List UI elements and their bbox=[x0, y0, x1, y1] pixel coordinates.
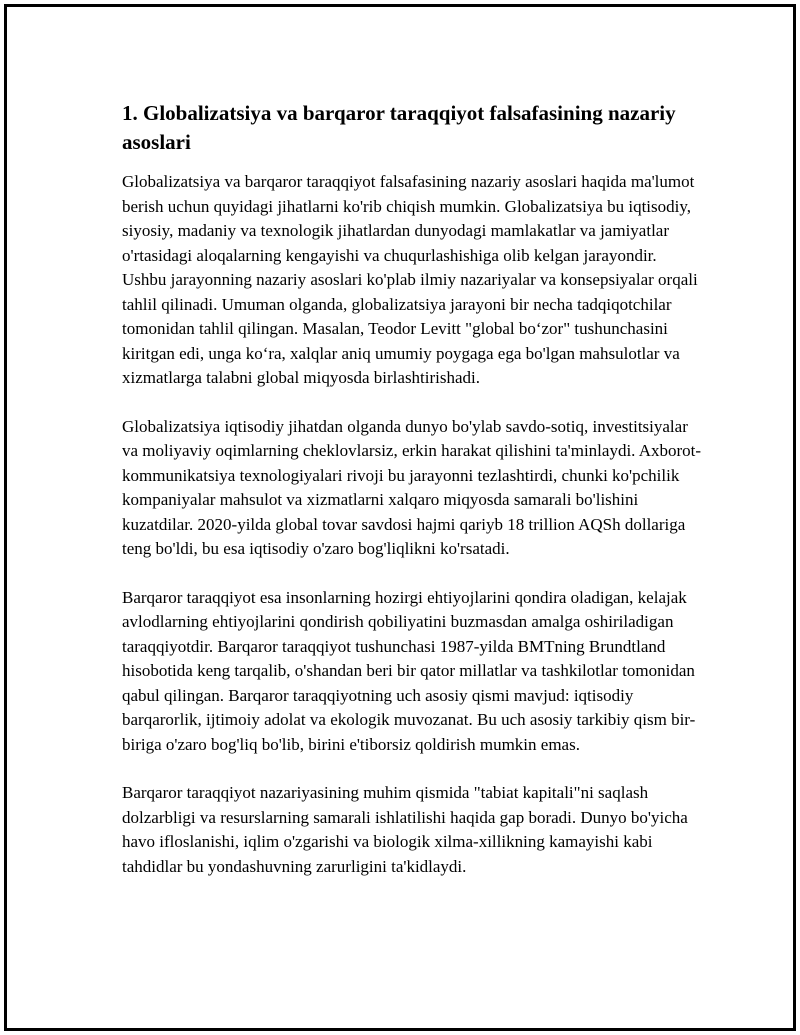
paragraph-2: Globalizatsiya iqtisodiy jihatdan olganda dunyo bo'ylab savdo-sotiq, investitsiyalar va moliyaviy oqimlarning cheklovlarsiz, erkin harakat qilishini ta'minlaydi. Axborot-kommunikatsiya texnologiyalari rivoji bu jarayonni tezlashtirdi, chunki ko'pchilik kompaniyalar mahsulot va xizmatlarni xalqaro miqyosda samarali bo'lishini kuzatdilar. 2020-yilda global tovar savdosi hajmi qariyb 18 trillion AQSh dollariga teng bo'ldi, bu esa iqtisodiy o'zaro bog'liqlikni ko'rsatadi. bbox=[122, 416, 702, 558]
document-page bbox=[4, 4, 796, 1031]
paragraph-4: Barqaror taraqqiyot nazariyasining muhim qismida "tabiat kapitali"ni saqlash dolzarbligi va resurslarning samarali ishlatilishi haqida gap boradi. Dunyo bo'yicha havo ifloslanishi, iqlim o'zgarishi va biologik xilma-xillikning kamayishi kabi tahdidlar bu yondashuvning zarurligini ta'kidlaydi. bbox=[122, 783, 688, 876]
section-heading: 1. Globalizatsiya va barqaror taraqqiyot falsafasining nazariy asoslari bbox=[122, 101, 676, 154]
paragraph-3: Barqaror taraqqiyot esa insonlarning hozirgi ehtiyojlarini qondira oladigan, kelajak avlodlarning ehtiyojlarini qondirish qobiliyatini buzmasdan amalga oshiriladigan taraqqiyotdir. Barqaror taraqqiyot tushunchasi 1987-yilda BMTning Brundtland hisobotida keng tarqalib, o'shandan beri bir qator millatlar va tashkilotlar tomonidan qabul qilingan. Barqaror taraqqiyotning uch asosiy qismi mavjud: iqtisodiy barqarorlik, ijtimoiy adolat va ekologik muvozanat. Bu uch asosiy tarkibiy qism bir-biriga o'zaro bog'liq bo'lib, birini e'tiborsiz qoldirish mumkin emas. bbox=[122, 587, 696, 754]
document-body bbox=[122, 99, 702, 903]
paragraph-1: Globalizatsiya va barqaror taraqqiyot falsafasining nazariy asoslari haqida ma'lumot berish uchun quyidagi jihatlarni ko'rib chiqish mumkin. Globalizatsiya bu iqtisodiy, siyosiy, madaniy va texnologik jihatlardan dunyodagi mamlakatlar va jamiyatlar o'rtasidagi aloqalarning kengayishi va chuqurlashishiga olib kelgan jarayondir. Ushbu jarayonning nazariy asoslari ko'plab ilmiy nazariyalar va konsepsiyalar orqali tahlil qilinadi. Umuman olganda, globalizatsiya jarayoni bir necha tadqiqotchilar tomonidan tahlil qilingan. Masalan, Teodor Levitt "global bo‘zor" tushunchasini kiritgan edi, unga ko‘ra, xalqlar aniq umumiy poygaga ega bo'lgan mahsulotlar va xizmatlarga talabni global miqyosda birlashtirishadi. bbox=[122, 172, 698, 387]
